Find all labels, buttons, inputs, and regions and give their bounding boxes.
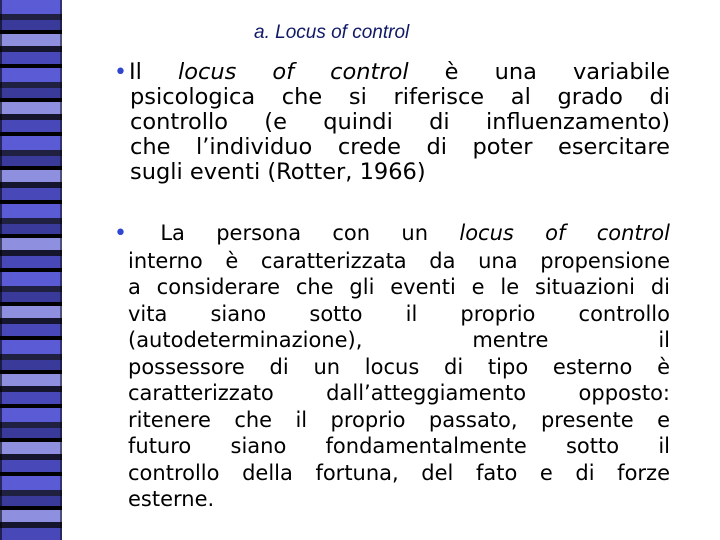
slide-title: a. Locus of control bbox=[254, 22, 410, 43]
p2-line5: (autodeterminazione), mentre il bbox=[128, 328, 670, 352]
p2-line9: futuro siano fondamentalmente sotto il bbox=[128, 434, 670, 458]
paragraph-2 bbox=[114, 220, 670, 513]
p2-line1-italic: locus of control bbox=[459, 221, 670, 245]
p1-line1-text: Il bbox=[128, 59, 178, 85]
p2-line7: caratterizzato dall’atteggiamento opposto: bbox=[128, 381, 670, 405]
p2-line3: a considerare che gli eventi e le situazioni di bbox=[128, 275, 670, 299]
p2-line10: controllo della fortuna, del fato e di forze bbox=[128, 460, 670, 485]
p1-line5: sugli eventi (Rotter, 1966) bbox=[130, 159, 426, 185]
p1-line2: psicologica che si riferisce al grado di bbox=[130, 84, 670, 110]
bullet-icon: • bbox=[114, 60, 127, 85]
p1-line4: che l’individuo crede di poter esercitare bbox=[130, 134, 670, 160]
p2-line4: vita siano sotto il proprio controllo bbox=[128, 301, 670, 326]
p2-line1-text: La persona con un bbox=[160, 221, 460, 245]
p2-line11: esterne. bbox=[128, 487, 215, 511]
paragraph-1 bbox=[114, 60, 670, 185]
p2-line6: possessore di un locus di tipo esterno è bbox=[128, 354, 670, 379]
decorative-stripe bbox=[0, 0, 62, 540]
p2-line8: ritenere che il proprio passato, presente e bbox=[128, 407, 670, 432]
bullet-icon: • bbox=[114, 221, 127, 246]
p1-line1-end: è una variabile bbox=[408, 59, 670, 85]
p1-line3: controllo (e quindi di influenzamento) bbox=[130, 109, 670, 135]
p1-line1-italic: locus of control bbox=[177, 59, 409, 85]
p2-line2: interno è caratterizzata da una propensione bbox=[128, 248, 670, 273]
